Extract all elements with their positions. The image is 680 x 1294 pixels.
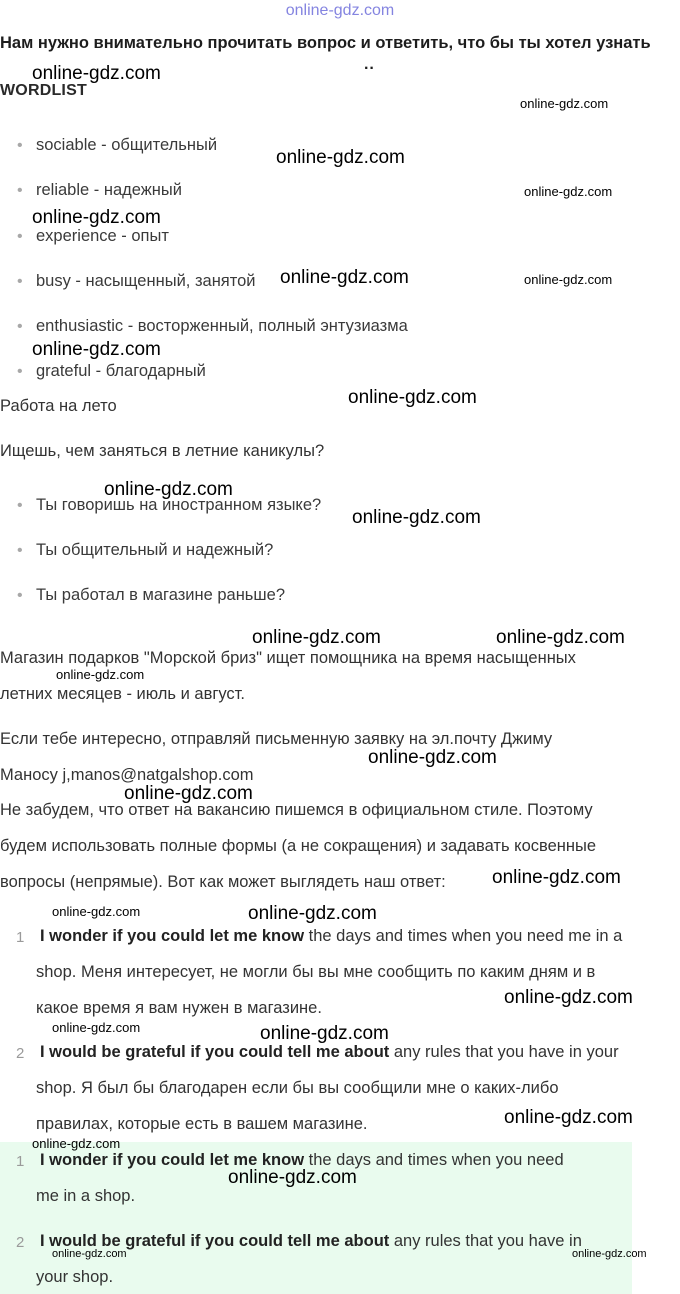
wordlist-item: enthusiastic - восторженный, полный энтузиазма [36,317,408,335]
watermark: online-gdz.com [276,147,405,168]
bullet-icon: • [17,182,23,199]
watermark: online-gdz.com [32,339,161,360]
site-header-watermark: online-gdz.com [285,2,395,19]
answer-rest: the days and times when you need [304,1151,564,1169]
watermark: online-gdz.com [104,479,233,500]
watermark: online-gdz.com [352,507,481,528]
task-heading-tail: ·· [364,60,375,77]
watermark: online-gdz.com [32,1136,121,1151]
example-rest: any rules that you have in your [389,1043,619,1061]
example-line [40,1043,619,1062]
ad-contact-line: Маносу j,manos@natgalshop.com [0,766,254,784]
ad-title: Работа на лето [0,397,117,415]
example-rest: the days and times when you need me in a [304,927,623,945]
explanation-line: будем использовать полные формы (а не сокращения) и задавать косвенные [0,837,597,855]
watermark: online-gdz.com [524,184,613,199]
watermark: online-gdz.com [260,1023,389,1044]
explanation-line: Не забудем, что ответ на вакансию пишемся в официальном стиле. Поэтому [0,801,593,819]
answer-rest: any rules that you have in [389,1232,582,1250]
bullet-icon: • [17,228,23,245]
watermark: online-gdz.com [52,1248,127,1260]
example-number: 2 [16,1045,25,1062]
watermark: online-gdz.com [32,207,161,228]
ad-bullet-item: Ты работал в магазине раньше? [36,586,285,604]
bullet-icon: • [17,273,23,290]
watermark: online-gdz.com [504,987,633,1008]
ad-question: Ищешь, чем заняться в летние каникулы? [0,442,325,460]
watermark: online-gdz.com [248,903,377,924]
wordlist-title: WORDLIST [0,82,87,99]
bullet-icon: • [17,587,23,604]
example-line: какое время я вам нужен в магазине. [36,999,322,1017]
watermark: online-gdz.com [492,867,621,888]
answer-phrase: I wonder if you could let me know [40,1151,305,1169]
example-phrase: I would be grateful if you could tell me about [40,1043,390,1061]
wordlist-item: reliable - надежный [36,181,182,199]
example-phrase: I wonder if you could let me know [40,927,305,945]
wordlist-item: grateful - благодарный [36,362,206,380]
watermark: online-gdz.com [32,63,161,84]
example-line: правилах, которые есть в вашем магазине. [36,1115,368,1133]
bullet-icon: • [17,318,23,335]
answer-line: your shop. [36,1268,114,1286]
watermark: online-gdz.com [368,747,497,768]
watermark: online-gdz.com [348,387,477,408]
bullet-icon: • [17,137,23,154]
watermark: online-gdz.com [52,904,141,919]
watermark: online-gdz.com [524,272,613,287]
answer-line: me in a shop. [36,1187,136,1205]
bullet-icon: • [17,542,23,559]
wordlist-item: experience - опыт [36,227,169,245]
answer-phrase: I would be grateful if you could tell me about [40,1232,390,1250]
watermark: online-gdz.com [280,267,409,288]
watermark: online-gdz.com [56,667,145,682]
bullet-icon: • [17,363,23,380]
wordlist-item: busy - насыщенный, занятой [36,272,256,290]
watermark: online-gdz.com [520,96,609,111]
bullet-icon: • [17,497,23,514]
ad-bullet-item: Ты общительный и надежный? [36,541,274,559]
ad-paragraph-line: Магазин подарков "Морской бриз" ищет помощника на время насыщенных [0,649,576,667]
watermark: online-gdz.com [572,1248,647,1260]
wordlist-item: sociable - общительный [36,136,218,154]
watermark: online-gdz.com [252,627,381,648]
watermark: online-gdz.com [52,1020,141,1035]
watermark: online-gdz.com [504,1107,633,1128]
example-line [40,927,622,946]
answer-number: 1 [16,1153,25,1170]
example-line: shop. Меня интересует, не могли бы вы мне сообщить по каким дням и в [36,963,596,981]
example-line: shop. Я был бы благодарен если бы вы сообщили мне о каких-либо [36,1079,559,1097]
watermark: online-gdz.com [124,783,253,804]
answer-number: 2 [16,1234,25,1251]
ad-paragraph-line: Если тебе интересно, отправляй письменную заявку на эл.почту Джиму [0,730,553,748]
explanation-line: вопросы (непрямые). Вот как может выглядеть наш ответ: [0,873,446,891]
ad-paragraph-line: летних месяцев - июль и август. [0,685,245,703]
watermark: online-gdz.com [496,627,625,648]
task-heading: Нам нужно внимательно прочитать вопрос и ответить, что бы ты хотел узнать [0,34,651,52]
watermark: online-gdz.com [228,1167,357,1188]
ad-bullet-item: Ты говоришь на иностранном языке? [36,496,322,514]
example-number: 1 [16,929,25,946]
